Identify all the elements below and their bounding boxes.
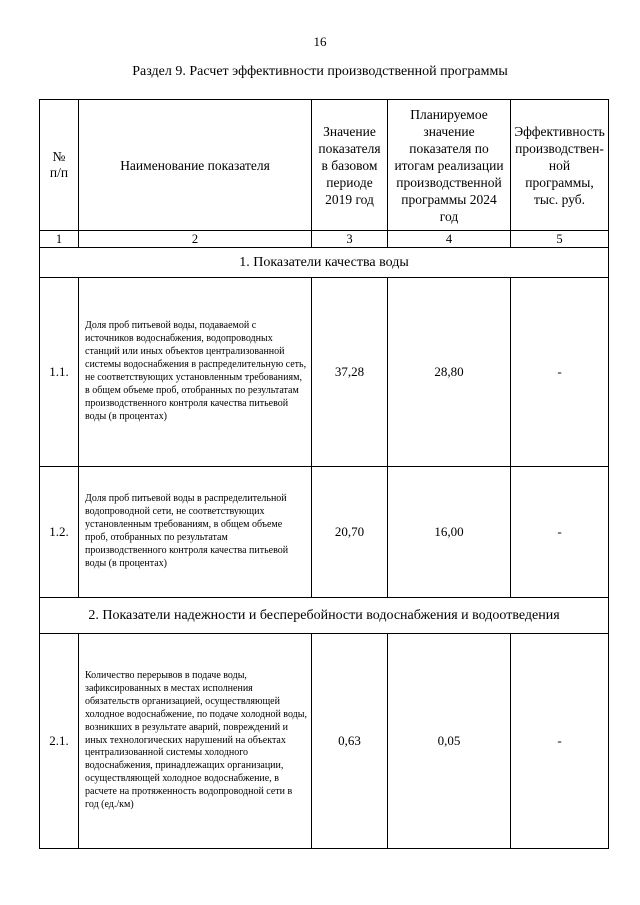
group-title: 1. Показатели качества воды: [40, 248, 609, 278]
table-row: [40, 467, 609, 598]
group-header-row: [40, 248, 609, 278]
column-number: 3: [312, 231, 388, 248]
header-base-value: [312, 100, 388, 231]
header-base-value-text: Значение показателя в базовом периоде 2019 год: [318, 123, 381, 207]
efficiency-table: [39, 99, 609, 849]
row-indicator-name: Доля проб питьевой воды в распределительной водопроводной сети, не соответствующих установленным требованиям, в общем объеме проб, отобранных по результатам производственного контроля качества питьевой воды (в процентах): [79, 467, 312, 598]
column-number: 5: [511, 231, 609, 248]
table-header-row: [40, 100, 609, 231]
row-planned-value: 0,05: [388, 634, 511, 849]
row-indicator-name: Количество перерывов в подаче воды, зафиксированных в местах исполнения обязательств организацией, осуществляющей холодное водоснабжение, по подаче холодной воды, возникших в результате аварий, повреждений и иных технологических нарушений на объектах централизованной системы холодного водоснабжения, принадлежащих организации, осуществляющей холодное водоснабжение, в расчете на протяженность водопроводной сети в год (ед./км): [79, 634, 312, 849]
row-planned-value: 16,00: [388, 467, 511, 598]
section-title: Раздел 9. Расчет эффективности производственной программы: [132, 64, 508, 79]
group-title: 2. Показатели надежности и бесперебойности водоснабжения и водоотведения: [40, 598, 609, 634]
group-header-row: [40, 598, 609, 634]
header-efficiency-text: Эффективность производствен-ной программы, тыс. руб.: [514, 123, 605, 207]
row-code: 2.1.: [40, 634, 79, 849]
row-base-value: 0,63: [312, 634, 388, 849]
row-indicator-name: Доля проб питьевой воды, подаваемой с источников водоснабжения, водопроводных станций или иных объектов централизованной системы водоснабжения в распределительную сеть, не соответствующих установленным требованиям, в общем объеме проб, отобранных по результатам производственного контроля качества питьевой воды (в процентах): [79, 278, 312, 467]
row-efficiency: -: [511, 634, 609, 849]
row-base-value: 37,28: [312, 278, 388, 467]
row-efficiency: -: [511, 278, 609, 467]
page-number: 16: [313, 34, 327, 49]
header-number-text: № п/п: [49, 149, 69, 180]
column-number: 4: [388, 231, 511, 248]
column-number: 1: [40, 231, 79, 248]
header-efficiency: [511, 100, 609, 231]
header-planned-value-text: Планируемое значение показателя по итогам реализации производственной программы 2024 год: [394, 106, 504, 224]
table-row: [40, 278, 609, 467]
header-number: [40, 100, 79, 231]
header-indicator-name: Наименование показателя: [79, 100, 312, 231]
row-code: 1.2.: [40, 467, 79, 598]
row-code: 1.1.: [40, 278, 79, 467]
row-planned-value: 28,80: [388, 278, 511, 467]
row-efficiency: -: [511, 467, 609, 598]
header-planned-value: [388, 100, 511, 231]
row-base-value: 20,70: [312, 467, 388, 598]
column-number-row: [40, 231, 609, 248]
column-number: 2: [79, 231, 312, 248]
table-row: [40, 634, 609, 849]
